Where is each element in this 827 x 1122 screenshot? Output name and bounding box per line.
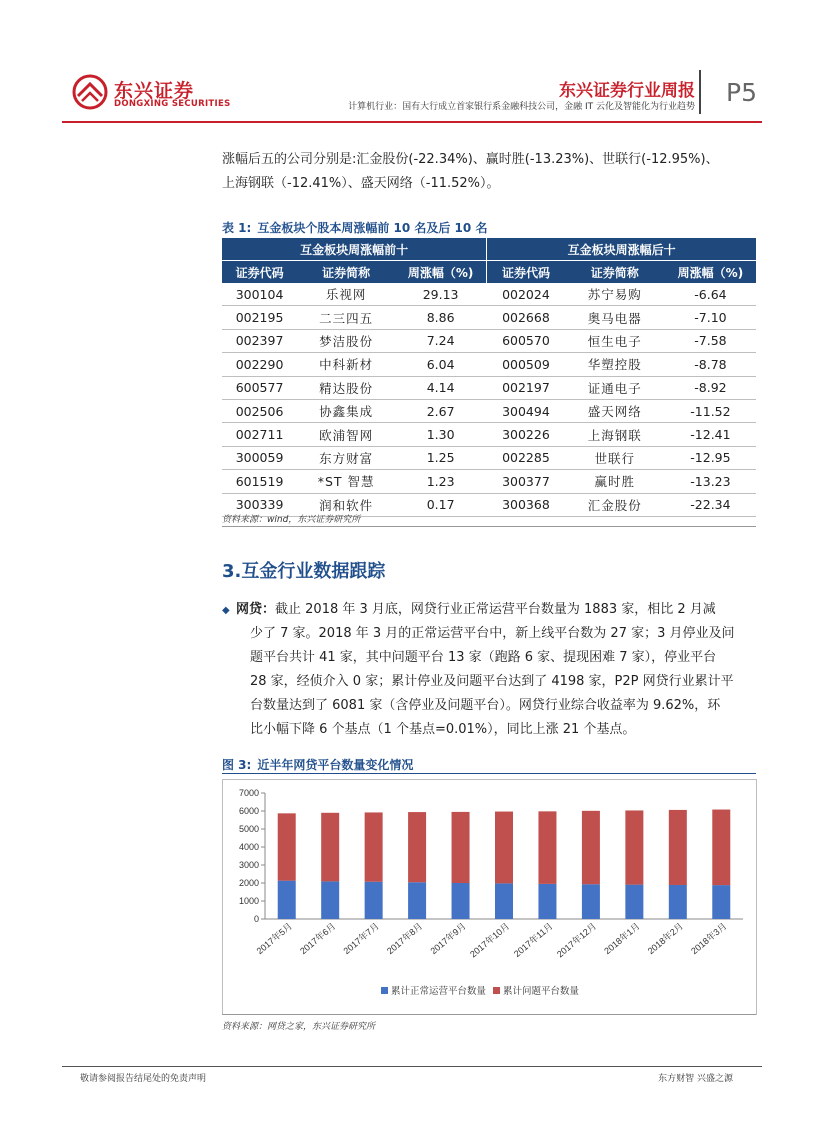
paragraph-line-5: 台数量达到了 6081 家（含停业及问题平台）。网贷行业综合收益率为 9.62%，环 — [250, 698, 721, 713]
table-cell: 300059 — [222, 446, 297, 469]
table-row — [222, 376, 756, 399]
chart-frame — [222, 779, 757, 1015]
bar-segment — [538, 884, 556, 919]
footer-slogan: 东方财智 兴盛之源 — [658, 1074, 733, 1084]
x-tick-label: 2017年9月 — [428, 920, 468, 957]
figure-source: 资料来源：网贷之家，东兴证券研究所 — [222, 1022, 376, 1032]
x-tick-label: 2017年11月 — [512, 920, 555, 959]
table-cell: 欧浦智网 — [297, 423, 395, 446]
group-header-top10: 互金板块周涨幅前十 — [222, 238, 487, 261]
logo-text: 东兴证券 — [114, 80, 195, 102]
table-cell: 乐视网 — [297, 283, 395, 306]
legend-label: 累计问题平台数量 — [503, 986, 580, 997]
column-header: 证券简称 — [297, 261, 395, 284]
table-cell: 002668 — [487, 306, 565, 329]
table-cell: 8.86 — [395, 306, 487, 329]
table-cell: 汇金股份 — [565, 493, 665, 516]
table-cell: 1.30 — [395, 423, 487, 446]
table-source: 资料来源：wind，东兴证券研究所 — [222, 515, 361, 525]
table-cell: 300368 — [487, 493, 565, 516]
bar-segment — [452, 883, 470, 919]
table-cell: 7.24 — [395, 329, 487, 352]
table-cell: -12.95 — [665, 446, 756, 469]
column-header: 证券代码 — [222, 261, 297, 284]
paragraph-line-1: 截止 2018 年 3 月底，网贷行业正常运营平台数量为 1883 家，相比 2 月减 — [275, 602, 716, 617]
y-tick-label: 0 — [253, 914, 259, 924]
figure-caption-rule — [222, 773, 756, 774]
group-header-bottom10: 互金板块周涨幅后十 — [487, 238, 756, 261]
table-cell: 二三四五 — [297, 306, 395, 329]
table-row — [222, 329, 756, 352]
bar-segment — [495, 812, 513, 884]
bar-segment — [669, 810, 687, 885]
table-cell: 300226 — [487, 423, 565, 446]
table-cell: -8.78 — [665, 353, 756, 376]
table-cell: 300104 — [222, 283, 297, 306]
table-cell: 6.04 — [395, 353, 487, 376]
bar-segment — [625, 810, 643, 884]
platform-count-chart — [223, 780, 756, 1014]
table-row — [222, 446, 756, 469]
figure-caption — [222, 756, 413, 773]
table-cell: 润和软件 — [297, 493, 395, 516]
x-tick-label: 2017年5月 — [254, 920, 295, 957]
paragraph-lead: 网贷： — [236, 602, 276, 617]
table-row — [222, 353, 756, 376]
table-cell: 赢时胜 — [565, 470, 665, 493]
y-tick-label: 4000 — [238, 842, 259, 852]
table-cell: 1.23 — [395, 470, 487, 493]
figure-label: 图 3: — [222, 758, 252, 772]
table-cell: 002285 — [487, 446, 565, 469]
column-header: 周涨幅（%) — [395, 261, 487, 284]
legend-swatch — [493, 987, 500, 994]
table-cell: 601519 — [222, 470, 297, 493]
y-tick-label: 1000 — [238, 896, 259, 906]
figure-title: 近半年网贷平台数量变化情况 — [257, 758, 414, 772]
paragraph-line-4: 28 家，经侦介入 0 家；累计停业及问题平台达到了 4198 家，P2P 网贷行业累计平 — [250, 674, 734, 689]
y-tick-label: 3000 — [238, 860, 259, 870]
table-cell: 002397 — [222, 329, 297, 352]
x-tick-label: 2018年3月 — [689, 920, 729, 957]
table-cell: 奥马电器 — [565, 306, 665, 329]
column-header: 证券简称 — [565, 261, 665, 284]
intro-paragraph — [222, 148, 762, 196]
table-title: 互金板块个股本周涨幅前 10 名及后 10 名 — [257, 221, 488, 235]
legend-swatch — [381, 987, 388, 994]
x-tick-label: 2018年2月 — [645, 920, 686, 957]
legend-label: 累计正常运营平台数量 — [391, 986, 487, 997]
x-tick-label: 2017年6月 — [298, 920, 338, 957]
table-cell: -6.64 — [665, 283, 756, 306]
intro-line-2: 上海钢联（-12.41%）、盛天网络（-11.52%）。 — [222, 176, 500, 191]
table-label: 表 1: — [222, 221, 252, 235]
bar-segment — [538, 811, 556, 884]
bar-segment — [365, 882, 383, 919]
section-paragraph — [236, 598, 762, 742]
y-tick-label: 6000 — [238, 806, 259, 816]
table-cell: -22.34 — [665, 493, 756, 516]
header-divider — [699, 70, 701, 114]
table-cell: -7.10 — [665, 306, 756, 329]
table-cell: -13.23 — [665, 470, 756, 493]
table-cell: 300494 — [487, 399, 565, 422]
intro-line-1: 涨幅后五的公司分别是:汇金股份(-22.34%)、赢时胜(-13.23%)、世联行(-12.95%)、 — [222, 152, 719, 167]
company-logo-icon — [70, 74, 110, 110]
x-tick-label: 2018年1月 — [602, 920, 642, 957]
bar-segment — [408, 812, 426, 882]
table-row — [222, 423, 756, 446]
table-cell: 002290 — [222, 353, 297, 376]
bar-segment — [452, 812, 470, 883]
bar-segment — [712, 810, 730, 886]
bar-segment — [365, 812, 383, 881]
bar-segment — [321, 881, 339, 919]
table-cell: 29.13 — [395, 283, 487, 306]
bar-segment — [278, 881, 296, 919]
table-cell: -11.52 — [665, 399, 756, 422]
table-cell: 300339 — [222, 493, 297, 516]
table-cell: 上海钢联 — [565, 423, 665, 446]
table-cell: 002197 — [487, 376, 565, 399]
table-cell: 梦洁股份 — [297, 329, 395, 352]
table-row — [222, 283, 756, 306]
table-cell: 华塑控股 — [565, 353, 665, 376]
table-row — [222, 306, 756, 329]
y-tick-label: 7000 — [238, 788, 259, 798]
table-cell: *ST 智慧 — [297, 470, 395, 493]
table-cell: 002195 — [222, 306, 297, 329]
bar-segment — [582, 811, 600, 884]
table-cell: 002024 — [487, 283, 565, 306]
x-tick-label: 2017年10月 — [468, 920, 512, 960]
x-tick-label: 2017年8月 — [384, 920, 425, 957]
table-cell: 世联行 — [565, 446, 665, 469]
table-caption — [222, 219, 487, 236]
report-subtitle: 计算机行业：国有大行成立首家银行系金融科技公司，金融 IT 云化及智能化为行业趋势 — [348, 102, 695, 112]
bullet-icon: ◆ — [222, 605, 230, 616]
y-tick-label: 5000 — [238, 824, 259, 834]
table-cell: 4.14 — [395, 376, 487, 399]
table-cell: 证通电子 — [565, 376, 665, 399]
table-cell: -7.58 — [665, 329, 756, 352]
table-cell: 300377 — [487, 470, 565, 493]
bar-segment — [669, 885, 687, 919]
table-cell: 1.25 — [395, 446, 487, 469]
table-row — [222, 470, 756, 493]
table-cell: 0.17 — [395, 493, 487, 516]
bar-segment — [625, 885, 643, 919]
table-cell: -8.92 — [665, 376, 756, 399]
ranking-table — [222, 238, 756, 517]
table-row — [222, 399, 756, 422]
header-rule — [62, 121, 762, 123]
paragraph-line-6: 比小幅下降 6 个基点（1 个基点=0.01%），同比上涨 21 个基点。 — [250, 722, 636, 737]
paragraph-line-2: 少了 7 家。2018 年 3 月的正常运营平台中，新上线平台数为 27 家；3 月停业及问 — [250, 626, 735, 641]
table-source-rule — [222, 526, 756, 527]
table-cell: -12.41 — [665, 423, 756, 446]
table-cell: 东方财富 — [297, 446, 395, 469]
table-cell: 盛天网络 — [565, 399, 665, 422]
table-cell: 恒生电子 — [565, 329, 665, 352]
figure-source-rule — [222, 1014, 756, 1015]
x-tick-label: 2017年7月 — [341, 920, 381, 957]
table-cell: 600570 — [487, 329, 565, 352]
footer-rule — [62, 1066, 762, 1067]
table-cell: 600577 — [222, 376, 297, 399]
page-number: P5 — [726, 78, 757, 107]
logo-english: DONGXING SECURITIES — [114, 99, 231, 109]
report-title: 东兴证券行业周报 — [559, 81, 695, 101]
table-cell: 精达股份 — [297, 376, 395, 399]
bar-segment — [712, 885, 730, 919]
bar-segment — [321, 813, 339, 882]
x-tick-label: 2017年12月 — [554, 920, 599, 960]
y-tick-label: 2000 — [238, 878, 259, 888]
bar-segment — [408, 882, 426, 919]
paragraph-line-3: 题平台共计 41 家，其中问题平台 13 家（跑路 6 家、提现困难 7 家），停业平台 — [250, 650, 717, 665]
table-cell: 中科新材 — [297, 353, 395, 376]
section-title: 3.互金行业数据跟踪 — [222, 561, 386, 582]
column-header: 周涨幅（%) — [665, 261, 756, 284]
table-cell: 2.67 — [395, 399, 487, 422]
column-header: 证券代码 — [487, 261, 565, 284]
bar-segment — [582, 884, 600, 919]
footer-disclaimer: 敬请参阅报告结尾处的免责声明 — [80, 1074, 207, 1084]
bar-segment — [495, 883, 513, 919]
table-cell: 苏宁易购 — [565, 283, 665, 306]
table-cell: 002506 — [222, 399, 297, 422]
table-cell: 协鑫集成 — [297, 399, 395, 422]
table-cell: 000509 — [487, 353, 565, 376]
bar-segment — [278, 813, 296, 880]
table-cell: 002711 — [222, 423, 297, 446]
